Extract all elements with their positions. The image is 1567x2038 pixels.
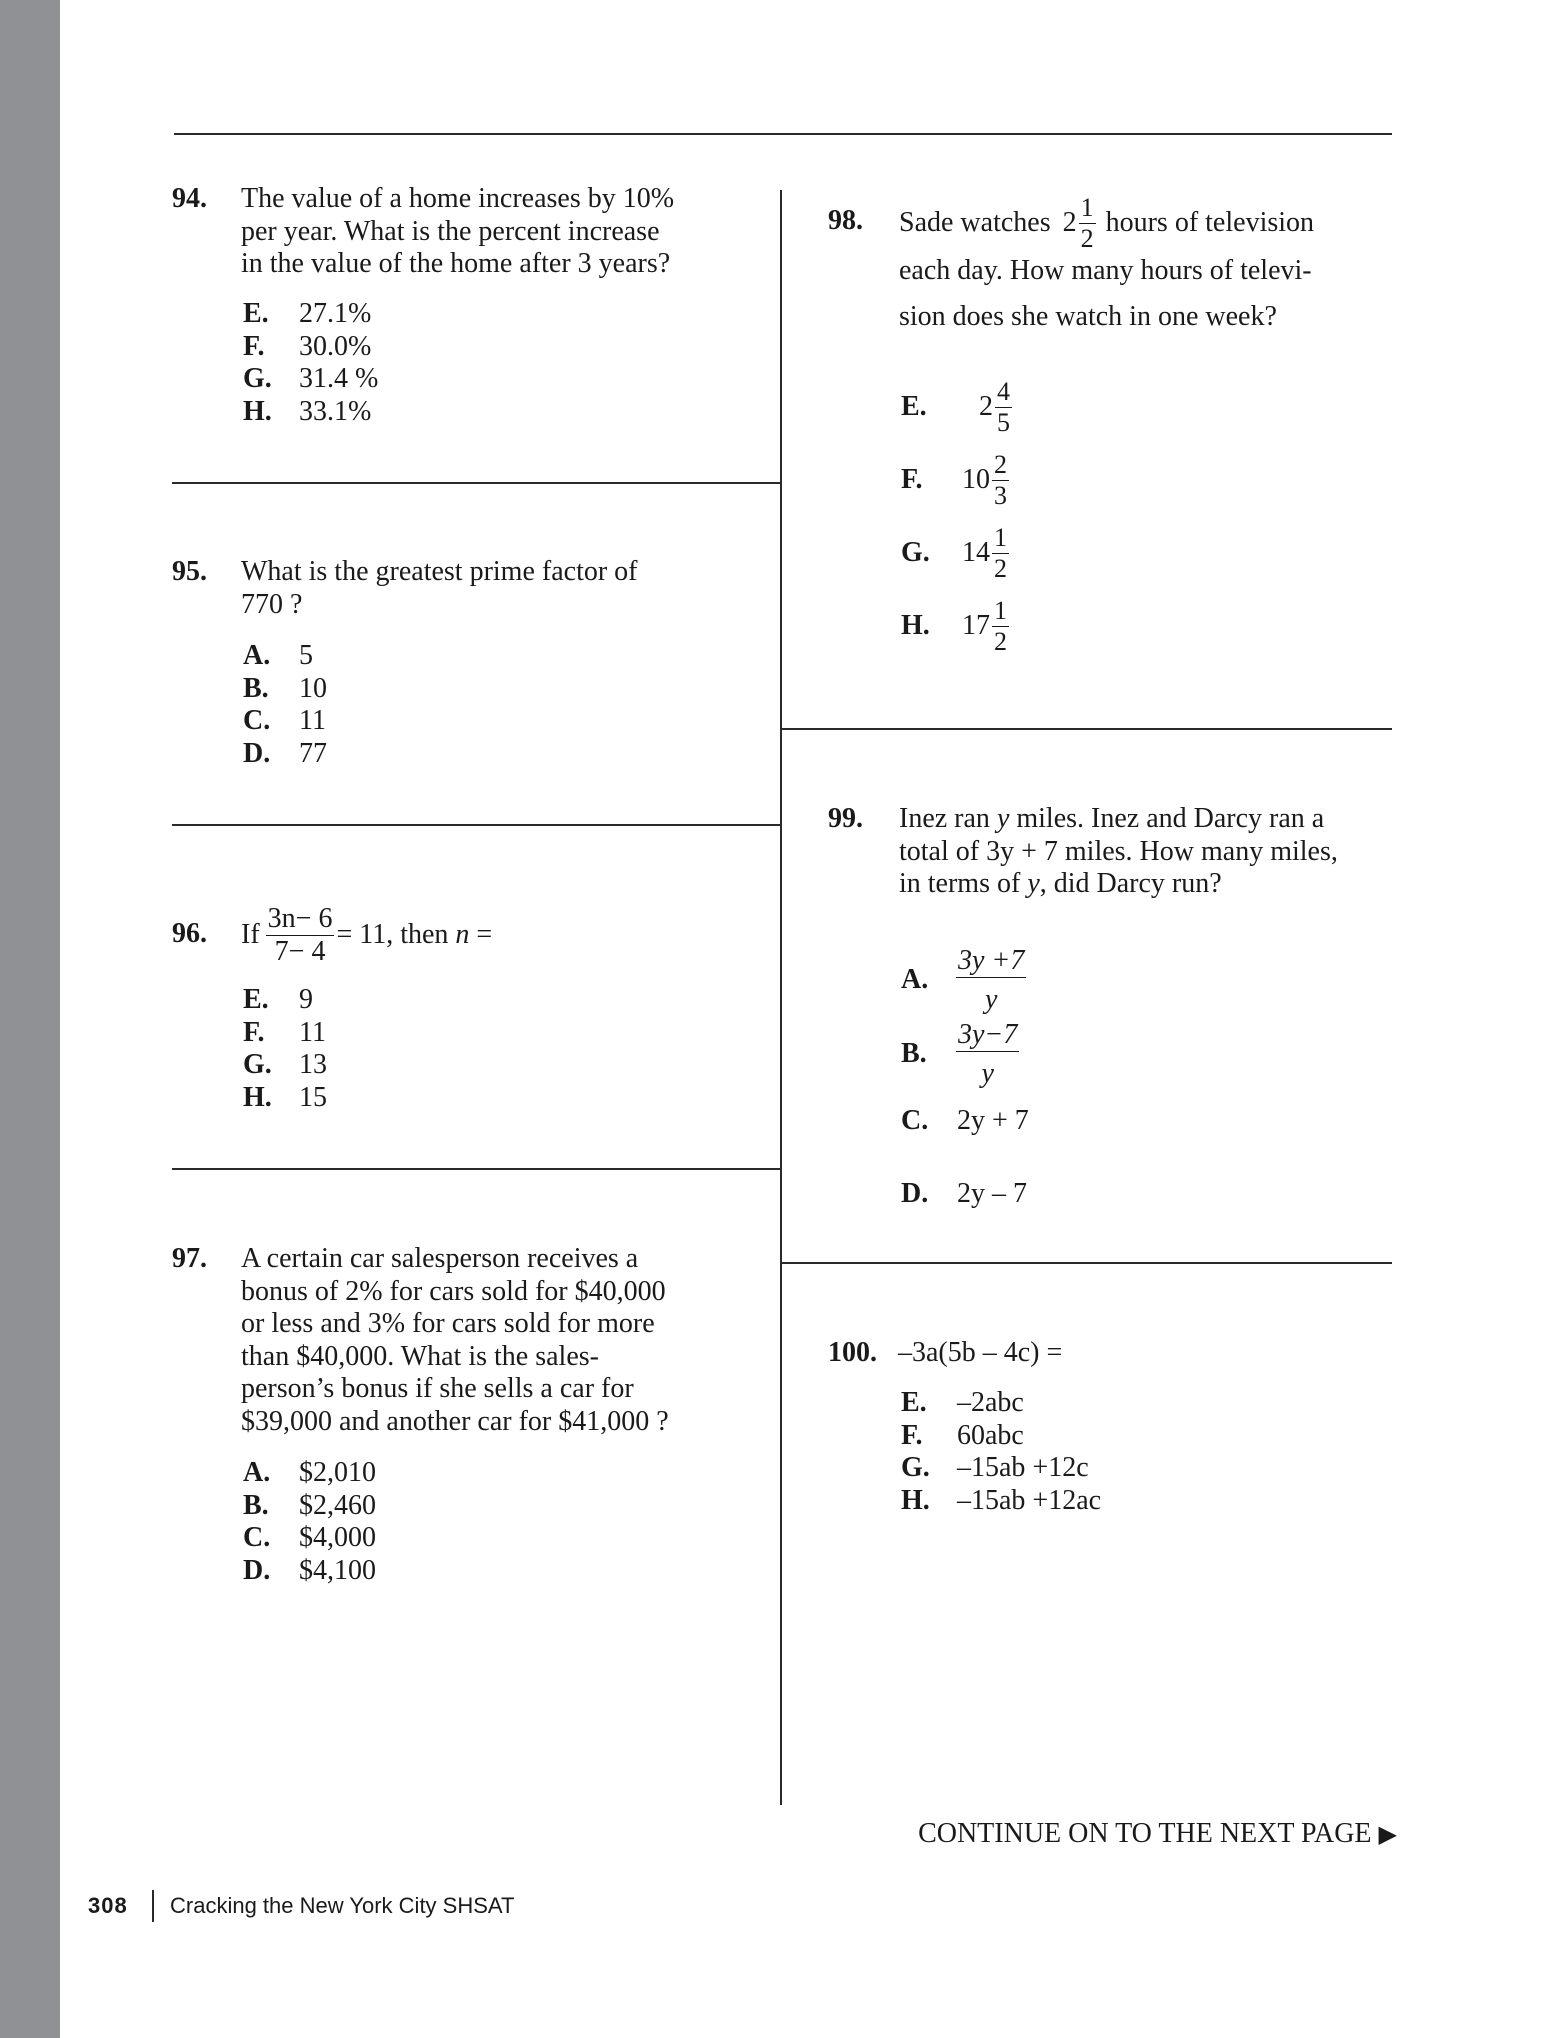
continue-notice <box>918 1818 1397 1850</box>
answer-choice[interactable]: F. 10 $\frac{2}{3}$ <box>901 449 1007 510</box>
question-line: than $40,000. What is the sales- <box>241 1340 599 1372</box>
question-line: total of 3y + 7 miles. How many miles, <box>899 835 1338 867</box>
question-line: Inez ran y miles. Inez and Darcy ran a <box>899 803 1325 834</box>
question-number: 99. <box>828 803 863 834</box>
answer-choice[interactable]: H. –15ab +12ac <box>901 1484 1102 1516</box>
fraction-denominator: 7− 4 <box>274 935 326 967</box>
divider-94-95 <box>172 482 782 484</box>
divider-98-99 <box>782 728 1392 730</box>
fraction-numerator: 3n− 6 <box>267 902 333 934</box>
book-title: Cracking the New York City SHSAT <box>170 1893 515 1918</box>
question-text: = 11, then <box>336 918 449 950</box>
question-text: If <box>241 918 260 950</box>
answer-choice[interactable]: G. 31.4 % <box>243 363 379 394</box>
question-line: in the value of the home after 3 years? <box>241 248 671 279</box>
answer-choice[interactable]: D. 2y – 7 <box>901 1178 1027 1209</box>
answer-choice[interactable]: C. $4,000 <box>243 1522 376 1553</box>
question-line: in terms of y, did Darcy run? <box>899 868 1222 899</box>
answer-choice[interactable]: F. 11 <box>243 1016 326 1048</box>
answer-choice[interactable]: G. 14 $\frac{1}{2}$ <box>901 522 1007 583</box>
equals-sign: = <box>476 918 493 950</box>
answer-choice[interactable]: D. 77 <box>243 737 327 769</box>
choices-96 <box>243 984 327 1114</box>
answer-choice[interactable]: C. 2y + 7 <box>901 1105 1029 1136</box>
mixed-number: 10 $\frac{2}{3}$ <box>962 449 1007 510</box>
play-arrow-icon: ▶ <box>1378 1820 1397 1848</box>
answer-choice[interactable]: B. 10 <box>243 672 327 704</box>
question-number: 98. <box>828 205 863 236</box>
answer-choice[interactable]: E. 2 $\frac{4}{5}$ <box>901 376 1010 437</box>
top-rule <box>174 133 1392 135</box>
answer-choice[interactable]: D. $4,100 <box>243 1554 376 1586</box>
question-number: 100. <box>828 1337 877 1368</box>
fraction: $\frac{3y-7}{y}$ <box>958 1018 1018 1089</box>
variable: y <box>996 803 1010 834</box>
answer-choice[interactable]: G. –15ab +12c <box>901 1452 1089 1483</box>
answer-choice[interactable]: H. 15 <box>243 1081 327 1113</box>
question-number: 95. <box>172 556 207 587</box>
question-line: A certain car salesperson receives a <box>241 1243 639 1274</box>
question-number: 94. <box>172 183 207 214</box>
answer-choice[interactable]: C. 11 <box>243 705 326 736</box>
answer-choice[interactable]: H. 17 $\frac{1}{2}$ <box>901 595 1007 656</box>
question-line: $39,000 and another car for $41,000 ? <box>241 1405 669 1437</box>
question-line: sion does she watch in one week? <box>899 301 1277 332</box>
answer-choice[interactable]: B. $2,460 <box>243 1489 376 1521</box>
footer-divider <box>152 1890 154 1922</box>
answer-choice[interactable]: F. 60abc <box>901 1419 1024 1451</box>
answer-choice[interactable]: F. 30.0% <box>243 330 372 362</box>
answer-choice[interactable]: E. –2abc <box>901 1387 1024 1418</box>
divider-95-96 <box>172 824 782 826</box>
page-gutter <box>0 0 60 2038</box>
answer-choice[interactable]: E. 9 <box>243 984 313 1015</box>
question-line: person’s bonus if she sells a car for <box>241 1373 634 1404</box>
answer-choice[interactable]: B. $\frac{3y-7}{y}$ <box>901 1018 1018 1089</box>
question-line: each day. How many hours of televi- <box>899 255 1312 286</box>
question-text: hours of television <box>1105 206 1315 238</box>
question-98 <box>828 192 1388 345</box>
divider-99-100 <box>782 1262 1392 1264</box>
question-line: bonus of 2% for cars sold for $40,000 <box>241 1275 666 1307</box>
variable: y <box>1027 868 1040 899</box>
mixed-number: 2 $\frac{4}{5}$ <box>979 376 1010 437</box>
answer-choice[interactable]: A. 5 <box>243 640 313 671</box>
fraction: $\frac{3y +7}{y}$ <box>958 944 1025 1015</box>
answer-choice[interactable]: H. 33.1% <box>243 395 372 427</box>
choices-95 <box>243 640 327 770</box>
question-line: 770 ? <box>241 588 303 620</box>
question-number: 96. <box>172 918 207 949</box>
question-96 <box>172 900 772 970</box>
question-line: The value of a home increases by 10% <box>241 183 675 214</box>
question-text: –3a(5b – 4c) = <box>898 1337 1063 1368</box>
mixed-number: 2 $\frac{1}{2}$ <box>1062 192 1094 253</box>
answer-choice[interactable]: A. $2,010 <box>243 1457 376 1488</box>
page-number: 308 <box>88 1893 128 1918</box>
divider-96-97 <box>172 1168 782 1170</box>
question-number: 97. <box>172 1243 207 1274</box>
fraction <box>266 902 335 967</box>
question-text: Sade watches <box>899 206 1051 238</box>
answer-choice[interactable]: A. $\frac{3y +7}{y}$ <box>901 944 1025 1015</box>
continue-text: CONTINUE ON TO THE NEXT PAGE <box>918 1818 1372 1849</box>
answer-choice[interactable]: G. 13 <box>243 1049 327 1080</box>
choices-94 <box>243 298 378 428</box>
answer-choice[interactable]: E. 27.1% <box>243 298 372 329</box>
question-line: or less and 3% for cars sold for more <box>241 1308 655 1339</box>
variable: n <box>455 918 470 950</box>
question-line: per year. What is the percent increase <box>241 215 660 247</box>
choices-97 <box>243 1457 376 1587</box>
column-divider <box>780 190 782 1805</box>
mixed-number: 14 $\frac{1}{2}$ <box>962 522 1007 583</box>
question-line: What is the greatest prime factor of <box>241 556 638 587</box>
choices-100 <box>901 1387 1101 1517</box>
mixed-number: 17 $\frac{1}{2}$ <box>962 595 1007 656</box>
